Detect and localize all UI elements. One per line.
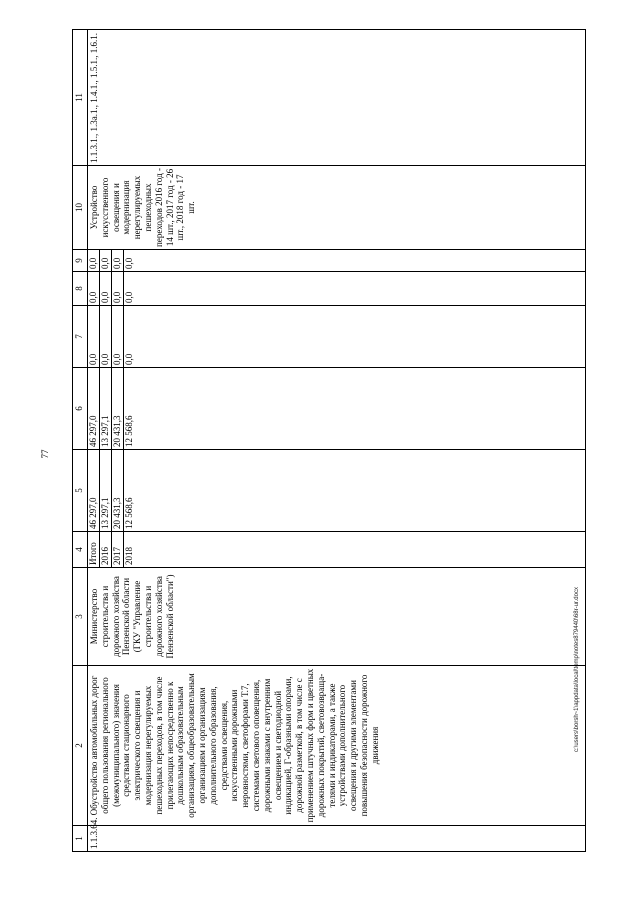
program-table xyxy=(72,29,586,852)
col9-value: 0,0 xyxy=(88,250,100,271)
col8-value: 0,0 xyxy=(88,272,100,305)
header-cell: 9 xyxy=(73,250,88,272)
header-cell: 4 xyxy=(73,532,88,568)
page-number: 77 xyxy=(40,449,50,459)
year-2016: 2016 xyxy=(100,532,112,567)
header-cell: 8 xyxy=(73,272,88,306)
col6-value: 46 297,0 xyxy=(88,368,100,449)
header-cell: 10 xyxy=(73,166,88,250)
header-cell: 3 xyxy=(73,568,88,666)
col5-value: 13 297,1 xyxy=(100,450,112,531)
header-cell: 1 xyxy=(73,826,88,852)
col6-value: 13 297,1 xyxy=(100,368,112,449)
header-cell: 11 xyxy=(73,30,88,166)
col7-value: 0,0 xyxy=(124,353,134,365)
header-cell: 6 xyxy=(73,368,88,450)
col5-value: 46 297,0 xyxy=(88,450,100,531)
col7-cell xyxy=(88,306,586,368)
col8-value: 0,0 xyxy=(124,291,134,303)
header-cell: 7 xyxy=(73,306,88,368)
col8-value: 0,0 xyxy=(112,272,124,305)
col9-value: 0,0 xyxy=(100,250,112,271)
year-total: Итого xyxy=(88,532,100,567)
col9-cell xyxy=(88,250,586,272)
col9-value: 0,0 xyxy=(112,250,124,271)
row-result: Устройство искусственного освещения и модернизация нерегулируемых пешеходных переходов 2016 год - 14 шт., 2017 год - 26 шт., 2018 год - 17 шт. xyxy=(88,166,586,250)
col7-value: 0,0 xyxy=(100,306,112,367)
col5-value: 20 431,3 xyxy=(112,450,124,531)
row-indicators: 1.1.3.1., 1.3а.1., 1.4.1., 1.5.1., 1.6.1. xyxy=(88,30,586,166)
col7-value: 0,0 xyxy=(88,306,100,367)
header-cell: 2 xyxy=(73,666,88,826)
row-executor: Министерство строительства и дорожного хозяйства Пензенской области (ГКУ "Управление строительства и дорожного хозяйства Пензенской области") xyxy=(88,568,586,666)
col9-value: 0,0 xyxy=(124,257,134,269)
year-2018: 2018 xyxy=(124,547,134,565)
row-description: Обустройство автомобильных дорог общего пользования регионального (межмуниципального) значения средствами стационарного электрического освещения и модернизация нерегулируемых пешеходных переходов, в том числе прилегающих непосредственно к дошкольным образовательным организациям, общеобразовательным организациям и организациям дополнительного образования, средствами освещения, искусственными дорожными неровностями, светофорами Т.7, системами светового оповещения, дорожными знаками с внутренним освещением и светодиодной индикацией, Г-образными опорами, дорожной разметкой, в том числе с применением штучных форм и цветных дорожных покрытий, световозвраща-телями и индикаторами, а также устройствами дополнительного освещения и другими элементами повышения безопасности дорожного движения xyxy=(88,666,586,826)
col5-value: 12 568,6 xyxy=(124,497,134,529)
year-2017: 2017 xyxy=(112,532,124,567)
table-row xyxy=(88,30,586,852)
col6-value: 20 431,3 xyxy=(112,368,124,449)
header-row xyxy=(73,30,88,852)
rotated-table-wrapper xyxy=(72,30,587,852)
row-code: 1.1.3.64. xyxy=(88,826,586,852)
years-cell xyxy=(88,532,586,568)
col7-value: 0,0 xyxy=(112,306,124,367)
col6-cell xyxy=(88,368,586,450)
col5-cell xyxy=(88,450,586,532)
col8-cell xyxy=(88,272,586,306)
footer-file-path: c:\users\borsh~1\appdata\local\temp\notes879440\68r-ur.docx xyxy=(574,587,580,752)
col8-value: 0,0 xyxy=(100,272,112,305)
header-cell: 5 xyxy=(73,450,88,532)
col6-value: 12 568,6 xyxy=(124,415,134,447)
